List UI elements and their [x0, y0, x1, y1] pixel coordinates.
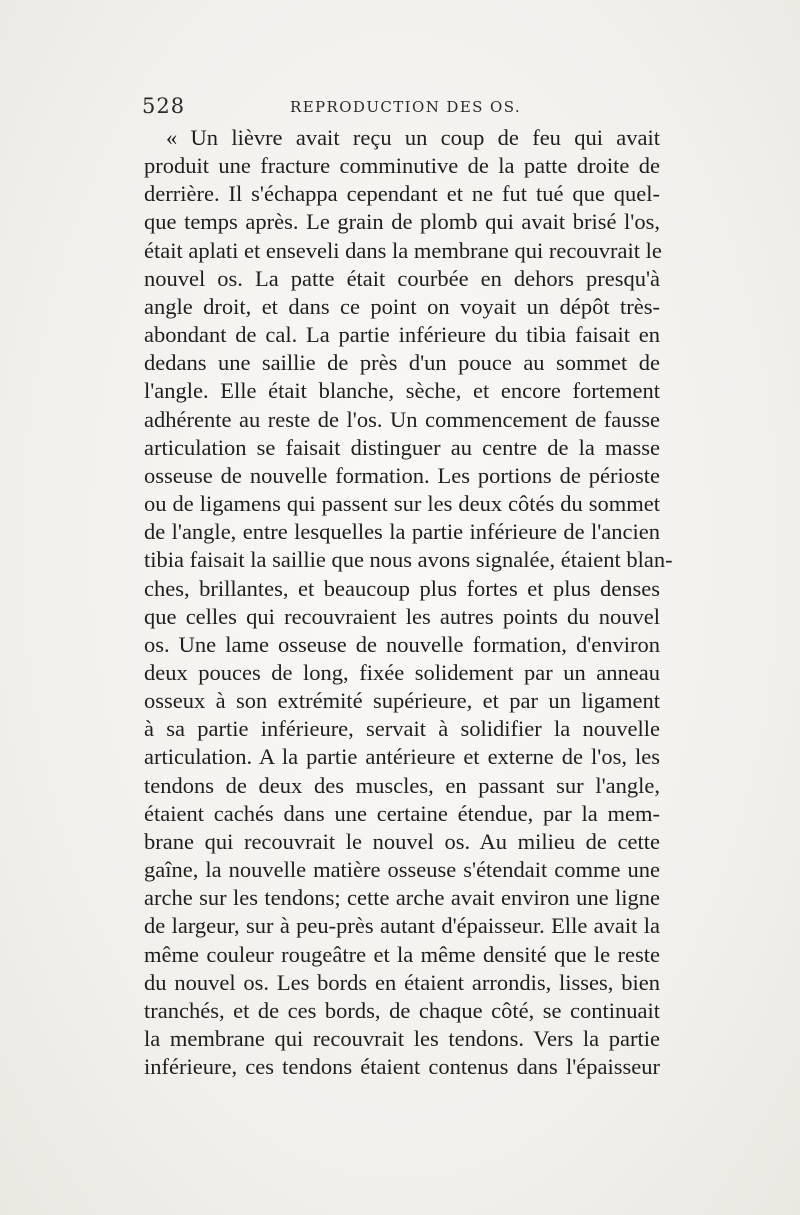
text-line: « Un lièvre avait reçu un coup de feu qui avait: [166, 125, 660, 150]
text-line: osseuse de nouvelle formation. Les portions de périoste: [144, 462, 660, 488]
text-line: à sa partie inférieure, servait à solidifier la nouvelle: [144, 716, 660, 742]
text-line: articulation. A la partie antérieure et externe de l'os, les: [144, 744, 660, 770]
text-line: ches, brillantes, et beaucoup plus fortes et plus denses: [144, 575, 660, 601]
text-line: gaîne, la nouvelle matière osseuse s'étendait comme une: [144, 857, 660, 883]
text-line: dedans une saillie de près d'un pouce au sommet de: [144, 350, 660, 376]
text-line: osseux à son extrémité supérieure, et par un ligament: [144, 688, 660, 714]
text-line: angle droit, et dans ce point on voyait un dépôt très-: [144, 293, 660, 319]
text-line: adhérente au reste de l'os. Un commencement de fausse: [144, 406, 660, 432]
text-line: de largeur, sur à peu-près autant d'épaisseur. Elle avait la: [144, 913, 660, 939]
text-line: arche sur les tendons; cette arche avait environ une ligne: [144, 885, 660, 911]
text-line: brane qui recouvrait le nouvel os. Au milieu de cette: [144, 828, 660, 854]
page-number: 528: [142, 94, 186, 118]
text-line: inférieure, ces tendons étaient contenus dans l'épaisseur: [144, 1054, 660, 1080]
text-line: nouvel os. La patte était courbée en dehors presqu'à: [144, 265, 660, 291]
text-line: abondant de cal. La partie inférieure du tibia faisait en: [144, 322, 660, 348]
text-line: du nouvel os. Les bords en étaient arrondis, lisses, bien: [144, 969, 660, 995]
text-line: que temps après. Le grain de plomb qui avait brisé l'os,: [144, 209, 660, 235]
body-text: [144, 124, 673, 1081]
text-line: os. Une lame osseuse de nouvelle formation, d'environ: [144, 631, 660, 657]
text-line: produit une fracture comminutive de la patte droite de: [144, 153, 660, 179]
text-line: ou de ligamens qui passent sur les deux côtés du sommet: [144, 491, 660, 517]
running-title: REPRODUCTION DES OS.: [290, 98, 522, 116]
text-line: tendons de deux des muscles, en passant sur l'angle,: [144, 772, 660, 798]
text-line: derrière. Il s'échappa cependant et ne fut tué que quel-: [144, 181, 660, 207]
text-line: deux pouces de long, fixée solidement par un anneau: [144, 659, 660, 685]
text-line: tranchés, et de ces bords, de chaque côté, se continuait: [144, 997, 660, 1023]
page-header: [142, 94, 662, 118]
text-line: même couleur rougeâtre et la même densité que le reste: [144, 941, 660, 967]
text-line: tibia faisait la saillie que nous avons signalée, étaient blan-: [144, 547, 673, 573]
text-line: la membrane qui recouvrait les tendons. Vers la partie: [144, 1026, 660, 1051]
text-line: l'angle. Elle était blanche, sèche, et encore fortement: [144, 378, 660, 404]
text-line: articulation se faisait distinguer au centre de la masse: [144, 434, 660, 460]
text-line: étaient cachés dans une certaine étendue, par la mem-: [144, 800, 660, 826]
text-line: de l'angle, entre lesquelles la partie inférieure de l'ancien: [144, 519, 660, 545]
text-line: était aplati et enseveli dans la membrane qui recouvrait le: [144, 237, 662, 263]
text-line: que celles qui recouvraient les autres points du nouvel: [144, 603, 660, 629]
